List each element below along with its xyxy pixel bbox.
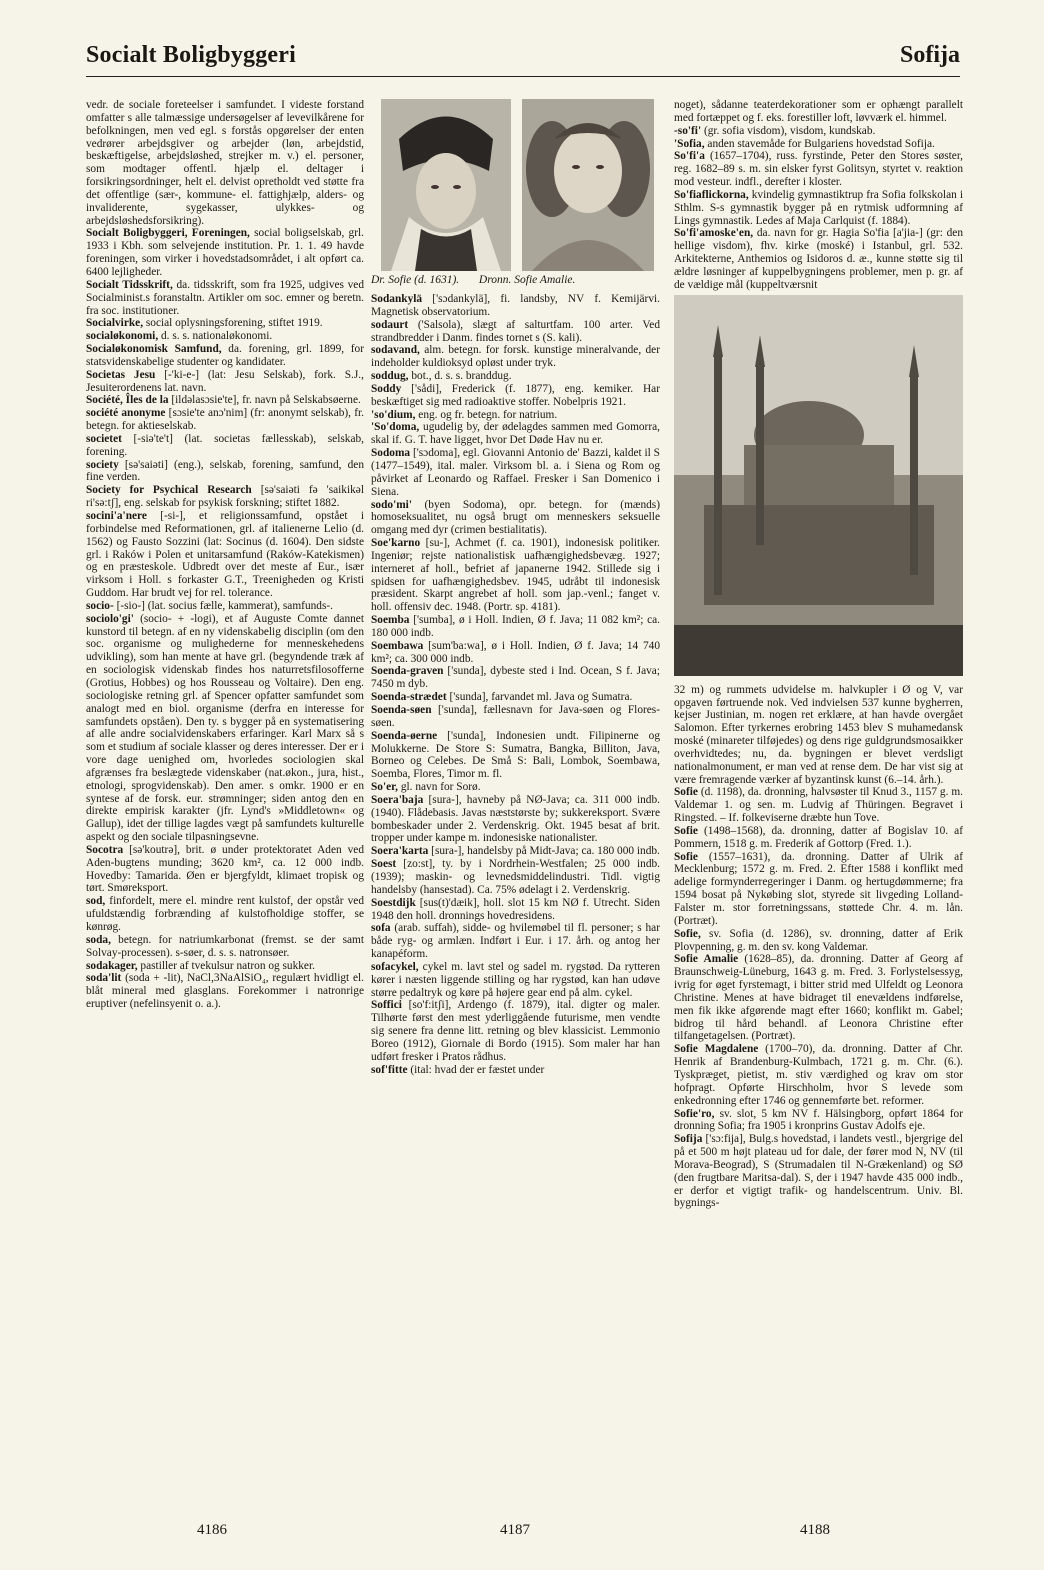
entry-headword: Socotra: [86, 843, 124, 856]
entry-headword: soddug,: [371, 370, 409, 383]
entry-text: [ildəlasɔsie'te], fr. navn på Selskabsøerne.: [168, 394, 361, 407]
entry-headword: So'er,: [371, 781, 398, 794]
entry-text: ugudelig by, der ødelagdes sammen med Gomorra, skal if. G. T. have ligget, hvor Det Døde Hav nu er.: [371, 421, 660, 447]
caption-left: Dr. Sofie (d. 1631).: [371, 274, 460, 286]
entry-headword: soda,: [86, 933, 111, 946]
entry-text: pastiller af tvekulsur natron og sukker.: [137, 959, 315, 972]
entry-headword: sod,: [86, 895, 106, 908]
entry-headword: Soenda-øerne: [371, 729, 438, 742]
column-3-entries-top: [674, 99, 963, 292]
entry-text: [-sio-] (lat. socius fælle, kammerat), samfunds-.: [113, 599, 333, 612]
entry: [86, 407, 364, 433]
entry: [371, 293, 660, 319]
entry: [371, 614, 660, 640]
entry: [86, 844, 364, 895]
entry-text: d. s. s. nationaløkonomi.: [158, 330, 273, 343]
entry-headword: Socialt Tidsskrift,: [86, 278, 173, 291]
entry-text: (1557–1631), da. dronning. Datter af Ulrik af Mecklenburg; 1572 g. m. Fred. 2. Efter 1588 i konflikt med adelige formynderregeringer i Danm. og hertugdømmerne; fra 1594 bosat på Nykøbing slot, styrede sit livgeding Lolland-Falster m. stor forretningssans, støttede Chr. 4. m. lån. (Portræt).: [674, 850, 963, 927]
entry: [371, 961, 660, 1000]
entry-text: (1700–70), da. dronning. Datter af Chr. Henrik af Brandenburg-Kulmbach, 1721 g. m. Chr. (6.). Tyskpræget, pietist, m. stiv værdighed og krav om stor hofpragt. Opførte Hirschholm, hvor S levede som enkedronning efter 1746 og gennemførte bet. reformer.: [674, 1043, 963, 1107]
entry: [86, 613, 364, 844]
entry: [674, 953, 963, 1043]
entry-headword: sociolo'gi': [86, 612, 134, 625]
entry-text: ['sɔ:fija], Bulg.s hovedstad, i landets vestl., bjergrige del på et 500 m højt plateau ud for dale, der fører mod N, NV (til Morava-Beograd), S (Strumadalen til N-Grækenland) og SØ (den frugtbare Maritsa-dal). S, der i 1947 havde 435 000 indb., er derfor et vigtigt trafik- og handelscentrum. Univ. Bl. bygnings-: [674, 1133, 963, 1210]
entry: [86, 934, 364, 960]
entry: [86, 972, 364, 1011]
entry: [371, 858, 660, 897]
entry-text: ['sunda], dybeste sted i Ind. Ocean, S f. Java; 7450 m dyb.: [371, 665, 660, 691]
entry-headword: socini'a'nere: [86, 510, 147, 522]
entry: [371, 370, 660, 383]
entry: [371, 499, 660, 538]
entry-headword: Sofie,: [674, 927, 701, 940]
entry: [86, 459, 364, 485]
entry-text: [sə'koutrə], brit. ø under protektoratet Aden ved Aden-bugtens munding; 3620 km², ca. 12 000 indb. Hovedby: Tamarida. Øen er bjergfyldt, klimaet tropisk og tørt. Smøreksport.: [86, 843, 364, 895]
entry-text: social boligselskab, grl. 1933 i Kbh. som selvejende institution. Pr. 1. 1. 49 havde foreningen, som virker i hovedstadsområdet, i alt opført ca. 6400 lejligheder.: [86, 227, 364, 278]
entry-text: finfordelt, mere el. mindre rent kulstof, der opstår ved ufuldstændig forbrænding af kulstofholdige stoffer, se kønrøg.: [86, 895, 364, 933]
entry: [371, 704, 660, 730]
entry-text: [-siə'te't] (lat. societas fællesskab), selskab, forening.: [86, 432, 364, 458]
entry: [86, 600, 364, 613]
entry-headword: Soenda-søen: [371, 704, 432, 716]
entry-text: [sɔsie'te anɔ'nim] (fr: anonymt selskab), fr. betegn. for aktieselskab.: [86, 407, 364, 433]
entry-text: [sə'saiəti] (eng.), selskab, forening, samfund, den fine verden.: [86, 458, 364, 484]
entry-text: sv. slot, 5 km NV f. Hälsingborg, opført 1864 for dronning Sofia; fra 1905 i kronprins Gustav Adolfs eje.: [674, 1107, 963, 1133]
entry-text: alm. betegn. for forsk. kunstige mineralvande, der indeholder kuldioksyd opløst under tryk.: [371, 344, 660, 370]
entry-headword: Sofie: [674, 850, 698, 863]
entry-text: [-'ki-e-] (lat: Jesu Selskab), fork. S.J., Jesuiterordenens lat. navn.: [86, 368, 364, 394]
entry: [86, 433, 364, 459]
entry-headword: Sofie Amalie: [674, 953, 739, 966]
entry-headword: soda'lit: [86, 972, 122, 985]
entry: [86, 279, 364, 318]
entry-headword: Sofie: [674, 786, 698, 799]
entry: [371, 922, 660, 961]
entry-headword: Sodankylä: [371, 293, 423, 305]
entry-text: [sə'saiəti fə 'saikikəl ri'sə:tʃ], eng. selskab for psykisk forskning; stiftet 1882.: [86, 484, 364, 510]
entry-text: (socio- + -logi), et af Auguste Comte dannet kunstord til betegn. af en ny videnskabelig disciplin (om den soc. organisme og mulighederne for menneskehedens udvikling), som han mente at have grl. (begyndende træk af en sociologisk videnskab findes hos naturretsfilosofferne (Grotius, Hobbes) og hos Rousseau og Voltaire). Den eng. sociologiske retning grl. af Spencer opfatter samfundet som analogt med en biol. organisme (derfra en interesse for samfundets opståen). Den ty. s bygger på en systematisering af alle andre socialvidenskabers erfaringer. Karl Marx så s som et studium af sociale klasser og deres interesser. Der er i vore dage uenighed om, hvorledes sociologien skal afgrænses fra beslægtede videnskaber (nat.økon., jura, hist., etnologi, sprogvidenskab). Den amer. s omkr. 1900 er en syntese af de forsk. eur. strømninger; siden antog den en direkte empirisk karakter (jfr. Lynd's »Middletown« og Gallup), idet der tillige lagdes vægt på samfundets kulturelle aspekt og den sociale tilpasningsevne.: [86, 612, 364, 844]
entry-headword: 'Sofia,: [674, 137, 705, 150]
entry-text: sv. Sofia (d. 1286), sv. dronning, datter af Erik Plovpenning, g. m. den sv. kong Valdemar.: [674, 927, 963, 953]
entry: [371, 640, 660, 666]
entry: [674, 1108, 963, 1134]
entry: [86, 317, 364, 330]
entry-text: [so'f:itʃi], Ardengo (f. 1879), ital. digter og maler. Tilhørte først den mest yderliggående futurisme, men vendte sig senere fra denne litt. retning og blev klassicist. Lemmonio Boreo (1912), Giornale di Bordo (1915). Som maler har han udført fresker i Pratos rådhus.: [371, 999, 660, 1063]
right-running-title: Sofija: [900, 42, 960, 68]
entry: [86, 484, 364, 510]
entry-text: [sura-], handelsby på Midt-Java; ca. 180 000 indb.: [428, 845, 660, 858]
entry: [371, 794, 660, 845]
entry-text: [-si-], et religionssamfund, opstået i forbindelse med Reformationen, grl. af italienerne Lelio (d. 1562) og Fausto Sozzini (lat: Socinus (d. 1604). Den sidste grl. i Raków i Polen et unitarsamfund (Raków-Katekismen) og en præsteskole. Udbredt over det meste af Eur., især virksom i Holl. s forkaster G.T., Treenigheden og Kristi Guddom. Har brudt vej for rel. tolerance.: [86, 510, 364, 600]
entry: [86, 895, 364, 934]
entry: [674, 125, 963, 138]
entry-text: ['sɔdankylä], fi. landsby, NV f. Kemijärvi. Magnetisk observatorium.: [371, 293, 660, 318]
portrait-caption: [371, 274, 660, 287]
entry-text: ['sådi], Frederick (f. 1877), eng. kemiker. Har beskæftiget sig med radioaktive stoffer. Nobelpris 1921.: [371, 382, 660, 408]
column-2-entries: [371, 293, 660, 1076]
entry-headword: socialøkonomi,: [86, 330, 159, 343]
entry: [371, 344, 660, 370]
hagia-sophia-photo: [674, 295, 963, 676]
entry-headword: sof'fitte: [371, 1063, 408, 1076]
entry: [674, 138, 963, 151]
entry-text: (byen Sodoma), opr. betegn. for (mænds) homoseksualitet, nu også brugt om menneskers seksuelle omgang med dyr (crimen bestialitatis).: [371, 498, 660, 537]
entry-text: eng. og fr. betegn. for natrium.: [415, 408, 558, 421]
entry: [371, 730, 660, 781]
column-2: [371, 99, 660, 1076]
entry-text: bot., d. s. s. branddug.: [408, 370, 512, 383]
entry: [371, 409, 660, 422]
entry-headword: 'So'doma,: [371, 421, 420, 434]
page-number-left: 4186: [197, 1522, 227, 1538]
entry-headword: Societas Jesu: [86, 368, 156, 381]
entry: [86, 510, 364, 600]
entry-headword: sodavand,: [371, 344, 420, 357]
entry-headword: -so'fi': [674, 124, 702, 137]
entry-text: [sum'ba:wa], ø i Holl. Indien, Ø f. Java; 14 740 km²; ca. 300 000 indb.: [371, 639, 660, 665]
page-number-middle: 4187: [500, 1522, 530, 1538]
entry-text: vedr. de sociale foreteelser i samfundet. I videste forstand omfatter s alle talmæssige undersøgelser af levevilkårene for befolkningen, men ved egl. s forstås opgørelser der enten vedrører arbejdsgiver og arbejder (løn, arbejdstid, beskæftigelse, arbejdsløshed, strejker m. v.) el. personer, som modtager offentl. hjælp el. deltager i forsikringsordninger, helt el. delvist opretholdt ved støtte fra det offentlige (sær-, kommune- el. fattighjælp, alders- og invaliderente, sygekasser, ulykkes- og arbejdsløshedsforsikring).: [86, 99, 364, 227]
entry: [674, 825, 963, 851]
entry-headword: Socialøkonomisk Samfund,: [86, 343, 222, 356]
column-3-entries-bottom: [674, 684, 963, 1211]
entry: [86, 960, 364, 973]
entry-text: da. tidsskrift, som fra 1925, udgives ved Socialminist.s foranstaltn. Artikler om soc. emner og beretn. fra soc. institutioner.: [86, 278, 364, 317]
entry-text: ['sunda], fællesnavn for Java-søen og Flores-søen.: [371, 704, 660, 729]
entry: [86, 227, 364, 278]
entry-headword: Soembawa: [371, 639, 424, 652]
entry-headword: Société, Îles de la: [86, 394, 169, 407]
entry-text: 32 m) og rummets udvidelse m. halvkupler i Ø og V, var opgaven førtruende nok. Ved indvielsen 537 kunne bygherren, kejser Justinian, m. nogen ret erklære, at han havde overgået Salomon. Efter tyrkernes erobring 1453 blev S muhamedansk moské (minareter tilføjedes) og dens rige guldgrundsmosaikker overhvidtedes; nu, da. bygningen er blevet verdsligt nationalmonument, er man ved at rense dem. De har vist sig at være fremragende værker af byzantinsk kunst (6.–14. årh.).: [674, 683, 963, 786]
entry-text: [zo:st], ty. by i Nordrhein-Westfalen; 25 000 indb. (1939); maskin- og levnedsmiddelindustri. Tidl. vigtig handelsby (hansestad). Ca. 75% ødelagt i 2. Verdenskrig.: [371, 858, 660, 896]
entry-headword: sofa: [371, 922, 391, 935]
entry-text: (gr. sofia visdom), visdom, kundskab.: [701, 124, 876, 137]
entry-headword: Soe'karno: [371, 537, 421, 550]
entry-headword: Soera'baja: [371, 793, 424, 806]
page-number-right: 4188: [800, 1522, 830, 1538]
entry-text: [sura-], havneby på NØ-Java; ca. 311 000 indb. (1940). Flådebasis. Javas næststørste by; sukkereksport. Svære bombeskader under 2. Verdenskrig. Okt. 1945 besat af brit. tropper under kampe m. indonesiske nationalister.: [371, 793, 660, 845]
entry-text: ['sumba], ø i Holl. Indien, Ø f. Java; 11 082 km²; ca. 180 000 indb.: [371, 614, 660, 639]
entry-headword: So'fiaflickorna,: [674, 188, 749, 201]
entry: [371, 383, 660, 409]
entry-headword: Soenda-graven: [371, 665, 444, 678]
entry: [86, 394, 364, 407]
entry-text: da. forening, grl. 1899, for statsvidenskabelige studenter og kandidater.: [86, 343, 364, 368]
entry: [371, 319, 660, 345]
entry: [674, 99, 963, 125]
entry: [371, 999, 660, 1063]
portrait-pair: [371, 99, 660, 271]
entry-text: (arab. suffah), sidde- og hvilemøbel til fl. personer; s har både ryg- og armlæn. Indført i Eur. i 17. årh. og antog her kanapéform.: [371, 922, 660, 961]
portrait-queen-sofie: [381, 99, 511, 271]
entry: [371, 421, 660, 447]
entry-headword: sodaurt: [371, 318, 409, 331]
entry-headword: Sofie'ro,: [674, 1107, 715, 1120]
left-running-title: Socialt Boligbyggeri: [86, 42, 296, 68]
entry: [674, 1043, 963, 1107]
entry: [674, 189, 963, 228]
entry-headword: Soffici: [371, 999, 402, 1012]
page-header: [86, 42, 960, 76]
entry-headword: societet: [86, 432, 122, 445]
entry: [86, 343, 364, 369]
entry-text: gl. navn for Sorø.: [398, 781, 481, 794]
entry-headword: Society for Psychical Research: [86, 484, 252, 497]
entry-headword: sodo'mi': [371, 498, 412, 511]
entry: [674, 928, 963, 954]
entry-text: (soda + -lit), NaCl,3NaAlSiO₄, regulært hvidligt el. blåt mineral med glasglans. Forekommer i natronrige eruptiver (nefelinsyenit o. a.).: [86, 972, 364, 1011]
portrait-queen-sofie-amalie: [522, 99, 654, 271]
entry-headword: Socialvirke,: [86, 317, 144, 330]
entry-text: social oplysningsforening, stiftet 1919.: [143, 317, 323, 330]
entry-headword: socio-: [86, 599, 114, 612]
entry-text: (1657–1704), russ. fyrstinde, Peter den Stores søster, reg. 1682–89 s. m. sin elsker fyrst Golitsyn, styrtet v. reaktion mod vesteur. indfl., derefter i kloster.: [674, 150, 963, 189]
entry-headword: société anonyme: [86, 407, 166, 420]
entry-text: kvindelig gymnastiktrup fra Sofia folkskolan i Sthlm. S-s gymnastik bygger på en rytmisk udformning af Lings gymnastik. Ledes af Maja Carlquist (f. 1884).: [674, 188, 963, 227]
entry-headword: Sofie Magdalene: [674, 1043, 759, 1056]
entry-text: betegn. for natriumkarbonat (fremst. se der samt Solvay-processen). s-søer, d. s. s. natronsøer.: [86, 933, 364, 959]
entry: [86, 369, 364, 395]
entry-headword: sofacykel,: [371, 960, 419, 973]
entry: [674, 786, 963, 825]
entry: [86, 99, 364, 227]
entry: [371, 1064, 660, 1077]
entry-text: ('Salsola), slægt af salturtfam. 100 arter. Ved strandbredder i Danm. findes tornet s (S. kali).: [371, 318, 660, 344]
entry-text: (1628–85), da. dronning. Datter af Georg af Braunschweig-Lüneburg, 1643 g. m. Fred. 3. Forlystelsessyg, ivrig for øget fyrstemagt, i bitter strid med Ulfeldt og Leonora Christine. Menes at have bidraget til enevældens indførelse, men fik ikke afgørende magt efter 1660; konflikt m. Gabel; bidrog til hård behandl. af Leonora Christine efter tilfangetagelsen. (Portræt).: [674, 953, 963, 1043]
caption-right: Dronn. Sofie Amalie.: [478, 274, 576, 286]
entry-text: da. navn for gr. Hagia So'fia [a'jia-] (gr: den hellige visdom), fhv. kirke (moské) i Istanbul, grl. 532. Arkitekterne, Anthemios og Isidoros d. æ., kunne støtte sig til ældre løsninger af kuppelbygningens problemer, men p. gr. af de vældige mål (kuppeltværsnit: [674, 227, 963, 291]
entry-headword: society: [86, 458, 119, 471]
entry-headword: Soenda-strædet: [371, 691, 447, 704]
entry-headword: Sofija: [674, 1133, 703, 1146]
entry: [371, 665, 660, 691]
entry-headword: So'fi'amoske'en,: [674, 227, 754, 240]
entry-text: ['sɔdoma], egl. Giovanni Antonio de' Bazzi, kaldet il S (1477–1549), ital. maler. Virksom bl. a. i Siena og Rom og påvirket af Leonardo og Raffael. Fresker i San Domenico i Siena.: [371, 447, 660, 498]
column-3: [674, 99, 963, 1210]
entry-text: noget), sådanne teaterdekorationer som er ophængt parallelt med fortæppet og f. eks. forestiller loft, løvværk el. himmel.: [674, 99, 963, 124]
entry-headword: Sofie: [674, 824, 698, 837]
entry-headword: 'so'dium,: [371, 408, 416, 421]
entry-text: [sus(t)'dæik], holl. slot 15 km NØ f. Utrecht. Siden 1948 den holl. dronnings hovedresidens.: [371, 896, 660, 922]
entry-headword: Soddy: [371, 382, 402, 395]
entry-headword: Soera'karta: [371, 845, 429, 858]
entry: [371, 845, 660, 858]
entry-text: cykel m. lavt stel og sadel m. rygstød. Da rytteren kører i næsten liggende stilling og har rygstød, kan han udøve større pedaltryk og køre på højere gear end på alm. cykel.: [371, 960, 660, 999]
entry: [371, 691, 660, 704]
entry: [371, 897, 660, 923]
entry: [674, 1133, 963, 1210]
entry: [674, 227, 963, 291]
header-rule: [86, 76, 960, 77]
entry-headword: Socialt Boligbyggeri, Foreningen,: [86, 227, 250, 240]
entry: [674, 684, 963, 787]
entry-headword: Soestdijk: [371, 896, 416, 909]
entry-text: (d. 1198), da. dronning, halvsøster til Knud 3., 1157 g. m. Valdemar 1. og sen. m. Ludvig af Thüringen. Begravet i Ringsted. – If. folkeviserne dræbte hun Tove.: [674, 786, 963, 825]
column-1: [86, 99, 364, 1011]
entry-headword: So'fi'a: [674, 150, 705, 163]
entry-text: (ital: hvad der er fæstet under: [407, 1063, 545, 1076]
entry-headword: Soemba: [371, 614, 410, 627]
entry-text: ['sunda], farvandet ml. Java og Sumatra.: [446, 691, 633, 704]
entry: [371, 781, 660, 794]
entry-headword: sodakager,: [86, 959, 138, 972]
entry-headword: Soest: [371, 858, 397, 871]
entry-text: (1498–1568), da. dronning, datter af Bogislav 10. af Pommern, 1518 g. m. Frederik af Gottorp (Fred. 1.).: [674, 824, 963, 850]
entry: [674, 851, 963, 928]
entry: [86, 330, 364, 343]
entry-text: [su-], Achmet (f. ca. 1901), indonesisk politiker. Ingeniør; rejste nationalistisk uafhængighedsbevæg. 1927; interneret af holl., befriet af japanerne 1942. Stillede sig i spidsen for uafhængighedsbev. 1945, udråbt til indonesisk præsident. Skarpt angrebet af holl. som jap.-venl.; fanget v. holl. offensiv dec. 1948. (Portr. sp. 4181).: [371, 537, 660, 614]
entry-text: anden stavemåde for Bulgariens hovedstad Sofija.: [704, 137, 935, 150]
entry: [371, 447, 660, 498]
entry: [371, 537, 660, 614]
entry-text: ['sunda], Indonesien undt. Filipinerne og Molukkerne. De Store S: Sumatra, Bangka, Billiton, Java, Borneo og Celebes. De Små S: Bali, Lombok, Soembawa, Soemba, Flores, Timor m. fl.: [371, 729, 660, 781]
entry: [674, 150, 963, 189]
entry-headword: Sodoma: [371, 447, 411, 460]
